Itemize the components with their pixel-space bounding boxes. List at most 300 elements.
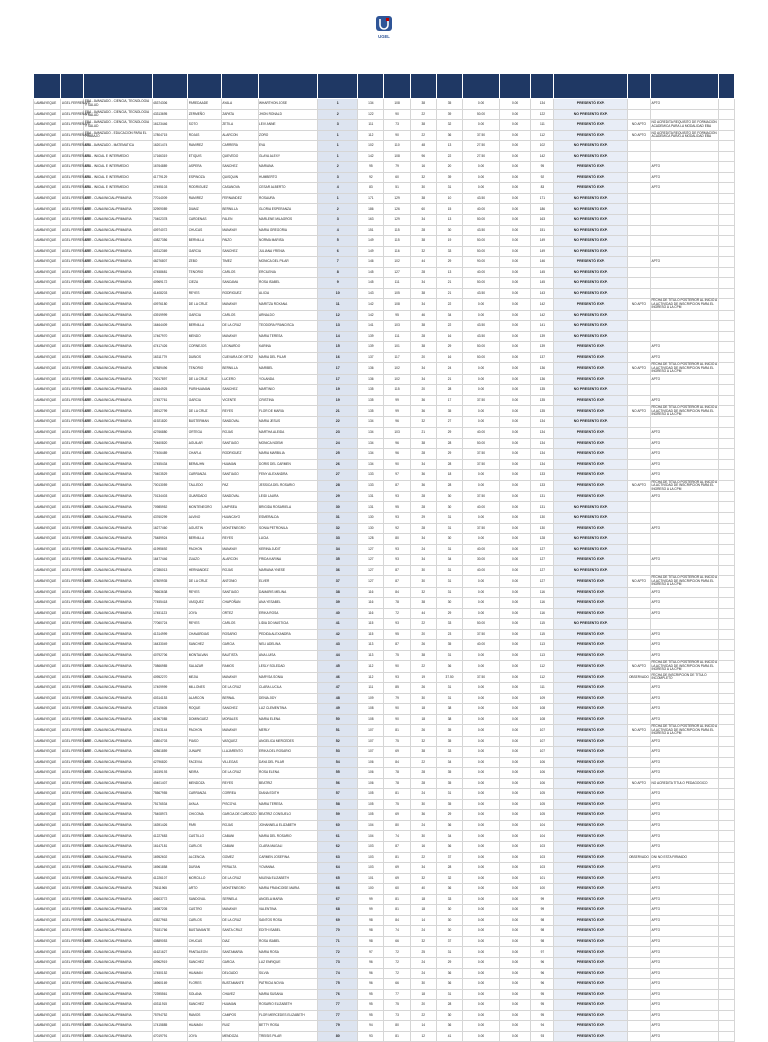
cell-total-score: 102 (358, 141, 384, 152)
cell-ugel: UGEL FERREÑAFE (61, 310, 84, 321)
cell-final-score: 97 (531, 947, 554, 958)
cell-extra-score: 0.00 (463, 374, 500, 385)
cell-final-score: 127 (531, 555, 554, 566)
cell-experience-score: 29 (410, 513, 436, 524)
cell-extra (719, 427, 735, 438)
cell-file-status: PRESENTÓ EXP. (554, 523, 627, 534)
cell-first-surname: ROQUE (188, 704, 222, 715)
cell-extra (719, 1000, 735, 1011)
cell-eligibility-status (627, 470, 650, 481)
cell-extra-score: 0.00 (463, 768, 500, 779)
cell-extra-score: 0.00 (463, 417, 500, 428)
cell-dni: 70985952 (152, 502, 188, 513)
cell-file-status: NO PRESENTO EXP. (554, 288, 627, 299)
cell-total-score: 127 (358, 576, 384, 587)
cell-given-names: GLORIA ESPERANZA (258, 204, 318, 215)
cell-experience-score: 18 (410, 894, 436, 905)
cell-order-number: 65 (318, 873, 358, 884)
table-row (34, 534, 735, 545)
cell-extra-score: 0.00 (463, 470, 500, 481)
cell-second-surname: SANDOVAL (221, 417, 258, 428)
cell-extra-score: 0.00 (463, 183, 500, 194)
cell-eligibility-status (627, 989, 650, 1000)
cell-total-score: 139 (358, 342, 384, 353)
cell-extra-score: 0.00 (463, 789, 500, 800)
cell-merit-score: 21 (436, 278, 462, 289)
cell-bonus-score: 0.00 (499, 799, 530, 810)
cell-region: LAMBAYEQUE (34, 523, 61, 534)
cell-total-score: 130 (358, 513, 384, 524)
table-row (34, 225, 735, 236)
cell-extra-score: 0.00 (463, 513, 500, 524)
cell-extra-score: 0.00 (463, 799, 500, 810)
cell-dni: 16464409 (152, 321, 188, 332)
cell-final-score: 111 (531, 120, 554, 131)
cell-file-status: PRESENTÓ EXP. (554, 352, 627, 363)
cell-experience-score: 32 (410, 873, 436, 884)
cell-eligibility-status (627, 619, 650, 630)
cell-given-names: BEATRIZ (258, 778, 318, 789)
cell-second-surname: SANCHEZ (221, 385, 258, 396)
cell-bonus-score: 0.00 (499, 555, 530, 566)
cell-dni: 17495103 (152, 183, 188, 194)
cell-order-number: 62 (318, 841, 358, 852)
cell-region: LAMBAYEQUE (34, 693, 61, 704)
cell-bonus-score: 0.00 (499, 714, 530, 725)
cell-bonus-score: 0.00 (499, 958, 530, 969)
table-row (34, 810, 735, 821)
cell-region: LAMBAYEQUE (34, 352, 61, 363)
cell-second-surname: PISCOYA (221, 799, 258, 810)
cell-file-status: NO PRESENTO EXP. (554, 278, 627, 289)
cell-first-surname: ZEBO (188, 257, 222, 268)
cell-extra-score: 37.50 (463, 491, 500, 502)
cell-observation: APTO (650, 459, 718, 470)
cell-ugel: UGEL FERREÑAFE (61, 936, 84, 947)
ugel-logo (367, 15, 401, 41)
cell-level-area: EBR - CUNA/INICIAL/PRIMARIA (84, 523, 152, 534)
cell-ugel: UGEL FERREÑAFE (61, 1010, 84, 1021)
cell-file-status: NO PRESENTO EXP. (554, 236, 627, 247)
cell-dni: 16159193 (152, 768, 188, 779)
cell-order-number: 19 (318, 385, 358, 396)
cell-given-names: MARIA GREGORIA (258, 225, 318, 236)
cell-extra (719, 757, 735, 768)
cell-experience-score: 38 (410, 747, 436, 758)
cell-bonus-score: 0.00 (499, 608, 530, 619)
cell-merit-score: 30 (436, 915, 462, 926)
cell-ugel: UGEL FERREÑAFE (61, 204, 84, 215)
cell-second-surname: REYES (221, 406, 258, 417)
cell-region: LAMBAYEQUE (34, 109, 61, 120)
cell-level-area: EBR - CUNA/INICIAL/PRIMARIA (84, 704, 152, 715)
cell-extra-score: 43.50 (463, 288, 500, 299)
cell-experience-score: 28 (410, 267, 436, 278)
cell-ugel: UGEL FERREÑAFE (61, 502, 84, 513)
cell-experience-score: 38 (410, 236, 436, 247)
cell-formation-score: 102 (384, 363, 410, 374)
cell-region: LAMBAYEQUE (34, 989, 61, 1000)
cell-observation: FECHA DE TITULO POSTERIOR AL INICIO A LA ACTIVIDAD DE INSCRIPCION PARA EL INGRESO A LA CPM (651, 575, 718, 587)
cell-formation-score: 129 (384, 193, 410, 204)
cell-region: LAMBAYEQUE (34, 204, 61, 215)
cell-bonus-score: 0.00 (499, 629, 530, 640)
cell-bonus-score: 0.00 (499, 683, 530, 694)
cell-given-names: LIDIA DO MASTICIA (258, 619, 318, 630)
cell-experience-score: 24 (410, 926, 436, 937)
cell-dni: 16952602 (152, 852, 188, 863)
cell-dni: 32909089 (152, 204, 188, 215)
cell-observation (650, 278, 718, 289)
cell-dni: 77014009 (152, 193, 188, 204)
cell-region: LAMBAYEQUE (34, 151, 61, 162)
cell-total-score: 143 (358, 288, 384, 299)
cell-eligibility-status: NO APTO (627, 130, 650, 141)
cell-final-score: 115 (531, 629, 554, 640)
cell-order-number: 19 (318, 395, 358, 406)
cell-ugel: UGEL FERREÑAFE (61, 534, 84, 545)
cell-bonus-score: 0.00 (499, 278, 530, 289)
cell-second-surname: MONTENEGRO (221, 523, 258, 534)
cell-file-status: PRESENTÓ EXP. (554, 968, 627, 979)
cell-ugel: UGEL FERREÑAFE (61, 810, 84, 821)
cell-final-score: 135 (531, 385, 554, 396)
cell-merit-score: 38 (436, 704, 462, 715)
cell-eligibility-status (627, 587, 650, 598)
cell-total-score: 116 (358, 587, 384, 598)
cell-region: LAMBAYEQUE (34, 1031, 61, 1042)
cell-observation: APTO (650, 873, 718, 884)
cell-experience-score: 28 (410, 502, 436, 513)
cell-first-surname: DE LA CRUZ (188, 299, 222, 310)
table-row (34, 936, 735, 947)
cell-merit-score: 15 (436, 204, 462, 215)
cell-ugel: UGEL FERREÑAFE (61, 288, 84, 299)
cell-observation: APTO (650, 438, 718, 449)
cell-region: LAMBAYEQUE (34, 884, 61, 895)
cell-dni: 70403529 (152, 470, 188, 481)
cell-final-score: 96 (531, 958, 554, 969)
cell-order-number: 9 (318, 278, 358, 289)
cell-eligibility-status (627, 544, 650, 555)
cell-second-surname: CARRERA (221, 141, 258, 152)
cell-order-number: 58 (318, 799, 358, 810)
cell-first-surname: DUBIOS (188, 352, 222, 363)
cell-dni: 16764889 (152, 162, 188, 173)
cell-experience-score: 22 (410, 661, 436, 672)
cell-region: LAMBAYEQUE (34, 725, 61, 736)
cell-file-status: PRESENTÓ EXP. (554, 683, 627, 694)
cell-ugel: UGEL FERREÑAFE (61, 395, 84, 406)
cell-file-status: PRESENTÓ EXP. (554, 576, 627, 587)
cell-order-number: 28 (318, 480, 358, 491)
table-row (34, 905, 735, 916)
cell-extra-score: 0.00 (463, 968, 500, 979)
cell-second-surname: MORALES (221, 714, 258, 725)
cell-formation-score: 93 (384, 555, 410, 566)
cell-merit-score: 19 (436, 236, 462, 247)
cell-bonus-score: 0.00 (499, 841, 530, 852)
cell-ugel: UGEL FERREÑAFE (61, 915, 84, 926)
cell-final-score: 163 (531, 215, 554, 226)
cell-extra-score: 0.00 (463, 683, 500, 694)
cell-bonus-score: 0.00 (499, 544, 530, 555)
cell-final-score: 112 (531, 661, 554, 672)
cell-region: LAMBAYEQUE (34, 470, 61, 481)
cell-eligibility-status: NO APTO (627, 480, 650, 491)
cell-total-score: 101 (358, 873, 384, 884)
cell-extra (719, 555, 735, 566)
cell-formation-score: 93 (384, 513, 410, 524)
cell-extra (719, 151, 735, 162)
cell-extra-score: 0.00 (463, 884, 500, 895)
cell-final-score: 107 (531, 747, 554, 758)
cell-dni: 41226107 (152, 873, 188, 884)
cell-eligibility-status (627, 1031, 650, 1042)
cell-region: LAMBAYEQUE (34, 650, 61, 661)
cell-eligibility-status (627, 863, 650, 874)
cell-dni: 41967085 (152, 714, 188, 725)
cell-observation: FECHA DE TITULO POSTERIOR AL INICIO A LA ACTIVIDAD DE INSCRIPCION PARA EL INGRESO A LA CPM (651, 479, 718, 491)
cell-second-surname: HUANCAYO (221, 513, 258, 524)
cell-extra-score: 27.50 (463, 141, 500, 152)
cell-experience-score: 22 (410, 757, 436, 768)
cell-extra-score: 0.00 (463, 736, 500, 747)
cell-eligibility-status (627, 1010, 650, 1021)
cell-experience-score: 28 (410, 768, 436, 779)
cell-total-score: 112 (358, 672, 384, 683)
cell-ugel: UGEL FERREÑAFE (61, 979, 84, 990)
cell-formation-score: 115 (384, 236, 410, 247)
cell-formation-score: 96 (384, 449, 410, 460)
cell-ugel: UGEL FERREÑAFE (61, 598, 84, 609)
cell-final-score: 105 (531, 810, 554, 821)
cell-dni: 16123446 (152, 120, 188, 131)
cell-eligibility-status (627, 109, 650, 120)
table-row (34, 598, 735, 609)
cell-merit-score: 36 (436, 1021, 462, 1032)
cell-given-names: YOVANNA (258, 863, 318, 874)
cell-total-score: 141 (358, 321, 384, 332)
table-row (34, 236, 735, 247)
cell-file-status: PRESENTÓ EXP. (554, 841, 627, 852)
cell-eligibility-status (627, 608, 650, 619)
cell-file-status: PRESENTÓ EXP. (554, 979, 627, 990)
cell-total-score: 94 (358, 1021, 384, 1032)
cell-first-surname: MENDOZA (188, 778, 222, 789)
cell-experience-score: 20 (410, 385, 436, 396)
cell-second-surname: CABANI (221, 841, 258, 852)
cell-file-status: PRESENTÓ EXP. (554, 480, 627, 491)
cell-bonus-score: 0.00 (499, 141, 530, 152)
cell-order-number: 38 (318, 587, 358, 598)
cell-observation: FECHA DE TITULO POSTERIOR AL INICIO A LA ACTIVIDAD DE INSCRIPCION PARA EL INGRESO A LA CPM (651, 660, 718, 672)
cell-observation (650, 225, 718, 236)
cell-observation (650, 151, 718, 162)
cell-eligibility-status (627, 683, 650, 694)
cell-final-score: 100 (531, 884, 554, 895)
cell-file-status: NO PRESENTO EXP. (554, 193, 627, 204)
cell-dni: 47315605 (152, 704, 188, 715)
cell-second-surname: DE LA CRUZ (221, 768, 258, 779)
cell-bonus-score: 0.00 (499, 757, 530, 768)
cell-final-score: 149 (531, 246, 554, 257)
cell-second-surname: BAUTISTA (221, 650, 258, 661)
cell-first-surname: CARRANZA (188, 789, 222, 800)
cell-given-names: ELVER (258, 576, 318, 587)
cell-file-status: PRESENTÓ EXP. (554, 640, 627, 651)
cell-bonus-score: 0.00 (499, 736, 530, 747)
cell-total-score: 83 (358, 183, 384, 194)
cell-second-surname: MANAYAY (221, 672, 258, 683)
cell-dni: 15912799 (152, 406, 188, 417)
cell-given-names: TREISIS PILAR (258, 1031, 318, 1042)
cell-order-number: 45 (318, 661, 358, 672)
cell-level-area: EBR - CUNA/INICIAL/PRIMARIA (84, 385, 152, 396)
table-row (34, 374, 735, 385)
cell-ugel: UGEL FERREÑAFE (61, 704, 84, 715)
cell-file-status: PRESENTÓ EXP. (554, 884, 627, 895)
cell-level-area: EBR - CUNA/INICIAL/PRIMARIA (84, 1010, 152, 1021)
cell-formation-score: 108 (384, 151, 410, 162)
cell-eligibility-status: NO APTO (627, 661, 650, 672)
cell-bonus-score: 0.00 (499, 151, 530, 162)
cell-order-number: 2 (318, 109, 358, 120)
table-row (34, 1010, 735, 1021)
cell-given-names: MARIA SUSANA (258, 989, 318, 1000)
cell-extra (719, 449, 735, 460)
cell-extra-score: 0.00 (463, 406, 500, 417)
cell-total-score: 103 (358, 863, 384, 874)
cell-region: LAMBAYEQUE (34, 183, 61, 194)
cell-ugel: UGEL FERREÑAFE (61, 905, 84, 916)
cell-given-names: MARIA FRANCOISE MARIA (258, 884, 318, 895)
cell-first-surname: CHUCAS (188, 225, 222, 236)
cell-level-area: EBR - CUNA/INICIAL/PRIMARIA (84, 873, 152, 884)
cell-bonus-score: 0.00 (499, 704, 530, 715)
cell-extra-score: 0.00 (463, 979, 500, 990)
cell-dni: 77060724 (152, 619, 188, 630)
cell-observation: APTO (650, 989, 718, 1000)
cell-total-score: 105 (358, 789, 384, 800)
cell-level-area: EBR - CUNA/INICIAL/PRIMARIA (84, 863, 152, 874)
cell-observation: APTO (650, 693, 718, 704)
cell-final-score: 141 (531, 321, 554, 332)
cell-file-status: PRESENTÓ EXP. (554, 299, 627, 310)
cell-file-status: NO PRESENTO EXP. (554, 151, 627, 162)
cell-observation: FECHA DE TITULO POSTERIOR AL INICIO A LA ACTIVIDAD DE INSCRIPCION PARA EL INGRESO A LA CPM (651, 298, 718, 310)
cell-order-number: 29 (318, 491, 358, 502)
cell-merit-score: 13 (436, 267, 462, 278)
cell-final-score: 108 (531, 704, 554, 715)
cell-order-number: 17 (318, 363, 358, 374)
cell-given-names: LUCIA (258, 534, 318, 545)
cell-experience-score: 32 (410, 587, 436, 598)
cell-experience-score: 22 (410, 109, 436, 120)
cell-ugel: UGEL FERREÑAFE (61, 629, 84, 640)
table-row (34, 363, 735, 374)
cell-given-names: HUMBERTO (258, 172, 318, 183)
cell-merit-score: 31 (436, 513, 462, 524)
cell-dni: 16433049 (152, 640, 188, 651)
cell-given-names: LESLY SOLEDAD (258, 661, 318, 672)
cell-total-score: 96 (358, 979, 384, 990)
cell-experience-score: 26 (410, 683, 436, 694)
cell-given-names: NORMA MARISA (258, 236, 318, 247)
cell-total-score: 115 (358, 629, 384, 640)
table-row (34, 342, 735, 353)
cell-level-area: EBR - CUNA/INICIAL/PRIMARIA (84, 778, 152, 789)
cell-ugel: UGEL FERREÑAFE (61, 747, 84, 758)
cell-final-score: 93 (531, 1031, 554, 1042)
cell-file-status: PRESENTÓ EXP. (554, 459, 627, 470)
cell-second-surname: GOMEZ (221, 852, 258, 863)
cell-given-names: PATRICIA NOVIA (258, 979, 318, 990)
cell-first-surname: CARLOS (188, 915, 222, 926)
cell-given-names: MARTHA ALEIDA (258, 427, 318, 438)
cell-extra (719, 884, 735, 895)
cell-ugel: UGEL FERREÑAFE (61, 342, 84, 353)
cell-region: LAMBAYEQUE (34, 587, 61, 598)
cell-ugel: UGEL FERREÑAFE (61, 693, 84, 704)
table-row (34, 958, 735, 969)
cell-bonus-score: 0.00 (499, 534, 530, 545)
cell-given-names: PEDIDA ALEXANDRA (258, 629, 318, 640)
cell-dni: 41227683 (152, 831, 188, 842)
cell-final-score: 113 (531, 650, 554, 661)
cell-file-status: PRESENTÓ EXP. (554, 342, 627, 353)
cell-order-number: 27 (318, 470, 358, 481)
cell-observation: FECHA DE TITULO POSTERIOR AL INICIO A LA ACTIVIDAD DE INSCRIPCION PARA EL INGRESO A LA CPM (651, 405, 718, 417)
cell-formation-score: 85 (384, 683, 410, 694)
cell-experience-score: 28 (410, 778, 436, 789)
cell-total-score: 113 (358, 650, 384, 661)
cell-second-surname: DE LA CRUZ (221, 321, 258, 332)
cell-first-surname: TALLEDO (188, 480, 222, 491)
cell-file-status: NO PRESENTO EXP. (554, 267, 627, 278)
cell-merit-score: 28 (436, 863, 462, 874)
cell-eligibility-status (627, 650, 650, 661)
cell-merit-score: 30 (436, 491, 462, 502)
cell-order-number: 44 (318, 650, 358, 661)
cell-bonus-score: 0.00 (499, 502, 530, 513)
cell-dni: 43804703 (152, 736, 188, 747)
cell-order-number: 13 (318, 321, 358, 332)
cell-final-score: 142 (531, 310, 554, 321)
cell-ugel: UGEL FERREÑAFE (61, 130, 84, 141)
cell-first-surname: SOTO (188, 120, 222, 131)
cell-given-names: MONICA DEL PILAR (258, 257, 318, 268)
cell-merit-score: 23 (436, 629, 462, 640)
cell-dni: 75567955 (152, 789, 188, 800)
cell-formation-score: 72 (384, 968, 410, 979)
cell-extra (719, 172, 735, 183)
cell-order-number: 75 (318, 979, 358, 990)
cell-bonus-score: 0.00 (499, 374, 530, 385)
cell-order-number: 61 (318, 831, 358, 842)
cell-extra-score: 50.00 (463, 109, 500, 120)
cell-second-surname: BERNILLA (221, 363, 258, 374)
cell-bonus-score: 0.00 (499, 513, 530, 524)
cell-file-status: PRESENTÓ EXP. (554, 747, 627, 758)
cell-final-score: 106 (531, 778, 554, 789)
cell-total-score: 146 (358, 257, 384, 268)
cell-extra (719, 491, 735, 502)
cell-extra-score: 40.00 (463, 502, 500, 513)
cell-total-score: 134 (358, 459, 384, 470)
cell-final-score: 139 (531, 342, 554, 353)
cell-order-number: 73 (318, 958, 358, 969)
